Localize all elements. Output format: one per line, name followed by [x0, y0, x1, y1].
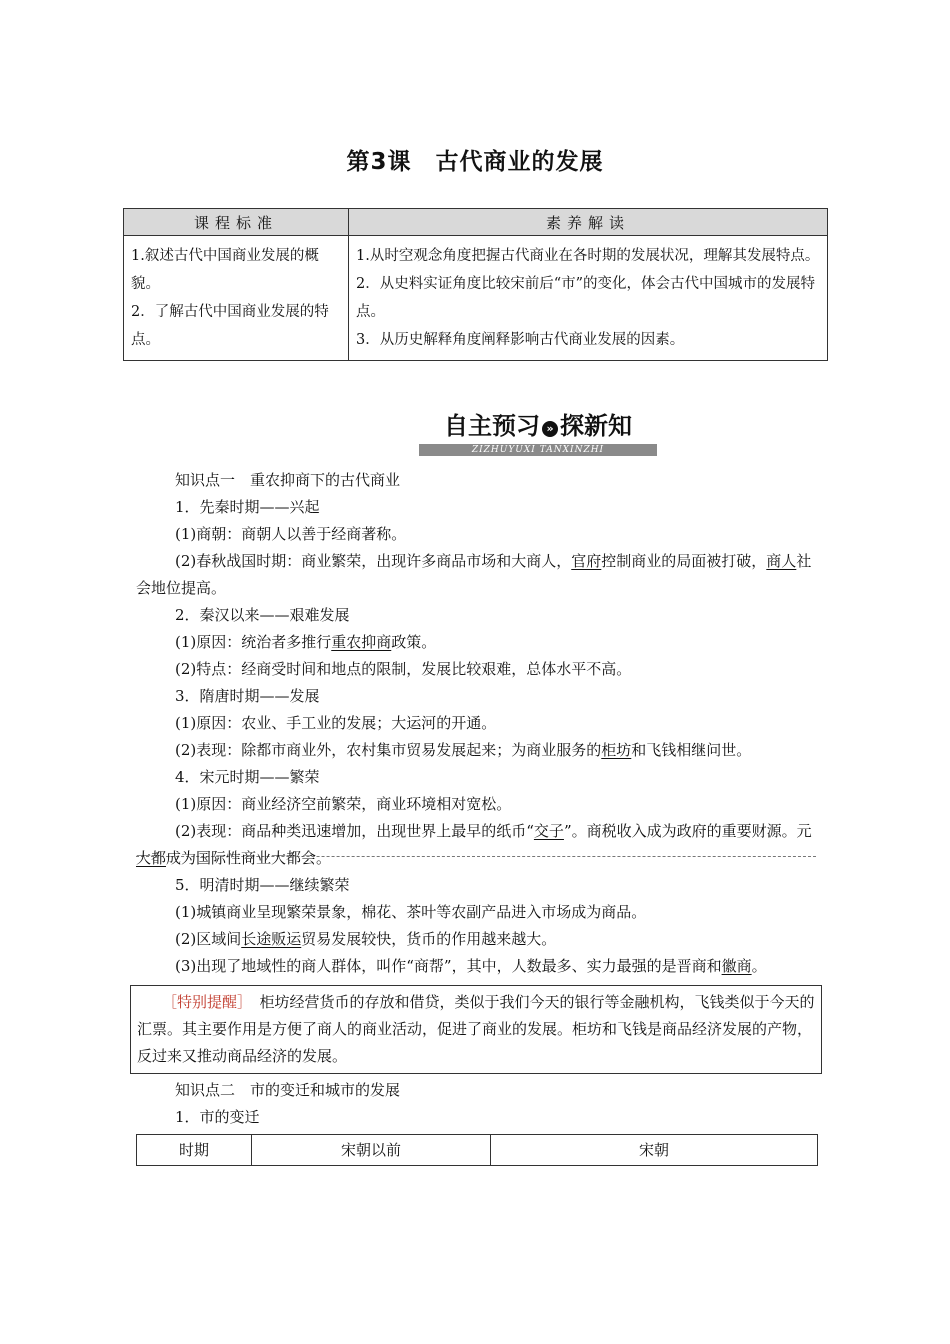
- reminder-text: 柜坊经营货币的存放和借贷，类似于我们今天的银行等金融机构，飞钱类似于今天的汇票。其主要作用是方便了商人的商业活动，促进了商业的发展。柜坊和飞钱是商品经济发展的产物，反过来又推动商品经济的发展。: [137, 993, 815, 1065]
- standard-item: 2．了解古代中国商业发展的特点。: [131, 304, 329, 348]
- period-heading: 5．明清时期——继续繁荣: [175, 876, 350, 894]
- special-reminder-box: [130, 985, 822, 1074]
- text-paragraph: (1)原因：统治者多推行重农抑商政策。: [175, 633, 437, 651]
- text-paragraph: (2)区域间长途贩运贸易发展较快，货币的作用越来越大。: [175, 930, 557, 948]
- text-paragraph: (1)商朝：商朝人以善于经商著称。: [175, 525, 407, 543]
- text-paragraph: (3)出现了地域性的商人群体，叫作“商帮”，其中，人数最多、实力最强的是晋商和徽商。: [175, 957, 767, 975]
- text-paragraph: (1)城镇商业呈现繁荣景象，棉花、茶叶等农副产品进入市场成为商品。: [175, 903, 647, 921]
- text-paragraph: (2)表现：商品种类迅速增加，出现世界上最早的纸币“交子”。商税收入成为政府的重要财源。元大都成为国际性商业大都会。: [136, 822, 812, 867]
- subsection-heading: 1．市的变迁: [175, 1108, 260, 1126]
- period-heading: 1．先秦时期——兴起: [175, 498, 320, 516]
- keyword: 大都: [136, 849, 167, 867]
- literacy-cell: [349, 236, 828, 361]
- banner-title-part1: 自主预习: [444, 412, 540, 440]
- keyword: 官府: [571, 552, 602, 570]
- curriculum-standards-table: [123, 208, 828, 361]
- standard-item: 1.叙述古代中国商业发展的概貌。: [131, 248, 319, 292]
- text-paragraph: (2)春秋战国时期：商业繁荣，出现许多商品市场和大商人，官府控制商业的局面被打破，商人社会地位提高。: [136, 552, 812, 597]
- header-literacy: 素养解读: [349, 209, 828, 236]
- literacy-item: 3．从历史解释角度阐释影响古代商业发展的因素。: [356, 332, 685, 348]
- text-paragraph: (1)原因：商业经济空前繁荣，商业环境相对宽松。: [175, 795, 512, 813]
- header-period: 时期: [137, 1135, 252, 1166]
- literacy-item: 2．从史料实证角度比较宋前后“市”的变化，体会古代中国城市的发展特点。: [356, 276, 816, 320]
- keyword: 商人: [766, 552, 797, 570]
- banner-box: [419, 410, 657, 454]
- period-heading: 3．隋唐时期——发展: [175, 687, 320, 705]
- text-paragraph: (1)原因：农业、手工业的发展；大运河的开通。: [175, 714, 497, 732]
- literacy-item: 1.从时空观念角度把握古代商业在各时期的发展状况，理解其发展特点。: [356, 248, 820, 264]
- section-banner: [136, 410, 816, 460]
- period-heading: 4．宋元时期——繁荣: [175, 768, 320, 786]
- page-title: 第3课 古代商业的发展: [346, 149, 604, 175]
- main-content: [136, 467, 816, 1166]
- keyword: 柜坊: [601, 741, 632, 759]
- keyword: 交子: [533, 822, 564, 840]
- standards-cell: [124, 236, 349, 361]
- keyword: 重农抑商: [331, 633, 392, 651]
- header-standards: 课程标准: [124, 209, 349, 236]
- banner-subtitle: ZIZHUYUXI TANXINZHI: [419, 444, 657, 456]
- knowledge-point-2-title: 知识点二 市的变迁和城市的发展: [175, 1081, 401, 1099]
- text-paragraph: (2)表现：除都市商业外，农村集市贸易发展起来；为商业服务的柜坊和飞钱相继问世。: [175, 741, 752, 759]
- keyword: 徽商: [721, 957, 752, 975]
- header-before-song: 宋朝以前: [252, 1135, 491, 1166]
- banner-title: [419, 410, 657, 442]
- period-heading: 2．秦汉以来——艰难发展: [175, 606, 350, 624]
- double-chevron-icon: »: [542, 421, 558, 437]
- header-song: 宋朝: [491, 1135, 818, 1166]
- knowledge-point-1-title: 知识点一 重农抑商下的古代商业: [175, 471, 401, 489]
- market-change-table: [136, 1134, 818, 1166]
- keyword: 长途贩运: [241, 930, 302, 948]
- text-paragraph: (2)特点：经商受时间和地点的限制，发展比较艰难，总体水平不高。: [175, 660, 632, 678]
- banner-title-part2: 探新知: [560, 412, 632, 440]
- reminder-tag: ［特别提醒］: [162, 993, 245, 1011]
